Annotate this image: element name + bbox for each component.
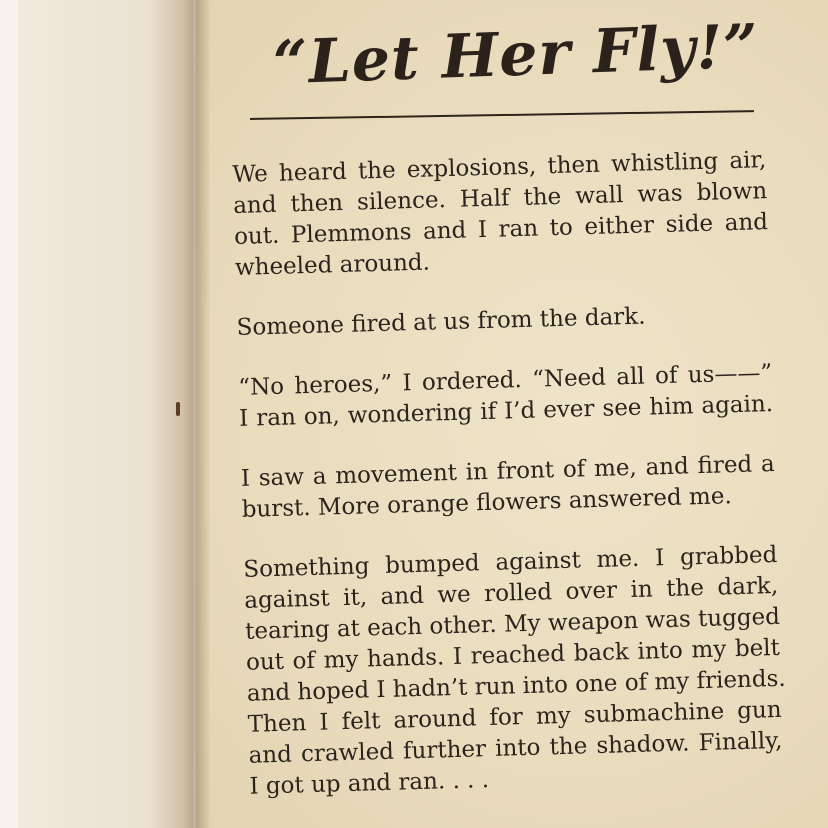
text-line: I got up and ran. . . .	[249, 767, 490, 800]
paragraph-1	[232, 145, 769, 284]
text-line: and hoped I hadn’t run into one of my friends.	[246, 665, 786, 707]
text-line: and crawled further into the shadow. Finally,	[248, 727, 783, 769]
text-line: and then silence. Half the wall was blown	[232, 178, 768, 219]
text-line: Then I felt around for my submachine gun	[247, 696, 782, 738]
text-line: “No heroes,” I ordered. “Need all of us——”	[238, 360, 773, 401]
text-line: burst. More orange flowers answered me.	[241, 483, 733, 523]
text-line: tearing at each other. My weapon was tugged	[244, 603, 781, 645]
page-blemish	[176, 402, 180, 416]
text-line: Something bumped against me. I grabbed	[243, 541, 778, 583]
background-edge	[0, 0, 18, 828]
text-line: I saw a movement in front of me, and fired a	[240, 450, 776, 492]
body-text	[232, 145, 784, 803]
text-line: out. Plemmons and I ran to either side and	[233, 209, 769, 250]
paragraph-5	[243, 540, 784, 803]
text-line: out of my hands. I reached back into my belt	[245, 634, 781, 676]
text-line: against it, and we rolled over in the dark,	[243, 572, 779, 614]
text-line: wheeled around.	[234, 249, 431, 281]
book-gutter	[150, 0, 210, 828]
chapter-title: “Let Her Fly!”	[271, 11, 761, 99]
text-line: Someone fired at us from the dark.	[236, 303, 646, 341]
text-line: We heard the explosions, then whistling air,	[232, 147, 767, 188]
text-line: I ran on, wondering if I’d ever see him again.	[238, 390, 774, 432]
